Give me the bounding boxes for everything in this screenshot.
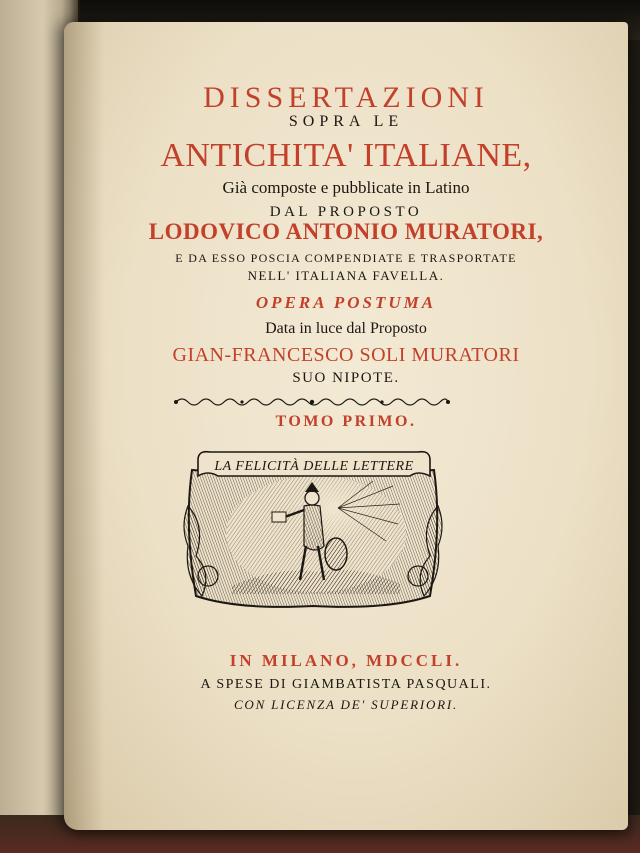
subtitle: Già composte e pubblicate in Latino [222, 178, 470, 197]
title-line-2: SOPRA LE [288, 113, 404, 130]
title-page [64, 22, 628, 830]
edited-line: Data in luce dal Proposto [265, 320, 427, 337]
engraved-vignette [178, 446, 448, 614]
imprint-publisher: A SPESE DI GIAMBATISTA PASQUALI. [200, 677, 492, 692]
editor-relation: SUO NIPOTE. [292, 370, 400, 386]
editor-name: GIAN-FRANCESCO SOLI MURATORI [172, 344, 520, 366]
by-line: DAL PROPOSTO [269, 204, 423, 220]
description-line-1: E DA ESSO POSCIA COMPENDIATE E TRASPORTATE [175, 251, 517, 265]
title-line-3: ANTICHITA' ITALIANE, [160, 137, 532, 174]
author-name: LODOVICO ANTONIO MURATORI, [148, 219, 544, 244]
ornamental-rule [172, 396, 452, 408]
imprint-license: CON LICENZA DE' SUPERIORI. [233, 697, 459, 712]
work-type: OPERA POSTUMA [255, 293, 437, 312]
description-line-2: NELL' ITALIANA FAVELLA. [247, 268, 445, 283]
title-line-1: DISSERTAZIONI [203, 81, 489, 114]
imprint-place: IN MILANO, MDCCLI. [229, 651, 463, 670]
vignette-motto: LA FELICITÀ DELLE LETTERE [214, 459, 414, 474]
volume-label: TOMO PRIMO. [275, 413, 417, 430]
